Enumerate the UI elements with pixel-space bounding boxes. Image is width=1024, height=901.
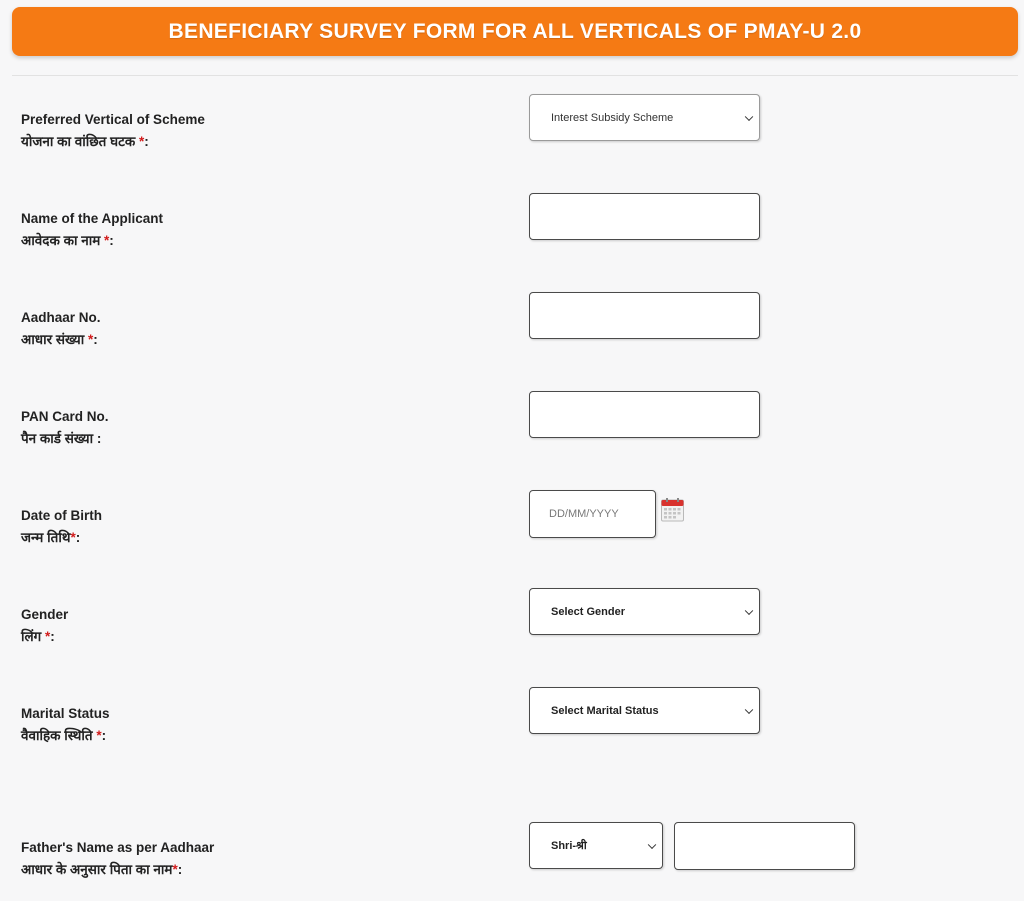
marital-label: Marital Status वैवाहिक स्थिति *:: [21, 706, 110, 743]
applicant-name-input[interactable]: [529, 193, 760, 240]
father-title-value: Shri-श्री: [551, 840, 587, 852]
gender-label: Gender लिंग *:: [21, 607, 69, 644]
father-name-label: Father's Name as per Aadhaar आधार के अनुसार पिता का नाम*:: [21, 840, 215, 877]
dob-input[interactable]: [529, 490, 656, 538]
calendar-icon[interactable]: [661, 498, 684, 522]
father-name-input[interactable]: [674, 822, 855, 870]
applicant-name-label: Name of the Applicant आवेदक का नाम *:: [21, 211, 164, 248]
vertical-label: Preferred Vertical of Scheme योजना का वांछित घटक *:: [21, 112, 205, 149]
dob-label: Date of Birth जन्म तिथि*:: [21, 508, 102, 545]
chevron-down-icon: [745, 606, 753, 614]
aadhaar-label: Aadhaar No. आधार संख्या *:: [21, 310, 101, 347]
divider: [12, 75, 1018, 76]
form-title: BENEFICIARY SURVEY FORM FOR ALL VERTICALS OF PMAY-U 2.0: [168, 19, 862, 43]
chevron-down-icon: [745, 112, 753, 120]
chevron-down-icon: [648, 840, 656, 848]
marital-select-value: Select Marital Status: [551, 704, 659, 717]
gender-select[interactable]: [529, 588, 760, 635]
pan-input[interactable]: [529, 391, 760, 438]
vertical-select-value: Interest Subsidy Scheme: [551, 111, 674, 124]
dob-placeholder: DD/MM/YYYY: [549, 508, 619, 520]
pan-label: PAN Card No. पैन कार्ड संख्या :: [21, 409, 109, 446]
chevron-down-icon: [745, 705, 753, 713]
vertical-select[interactable]: [529, 94, 760, 141]
aadhaar-input[interactable]: [529, 292, 760, 339]
marital-select[interactable]: [529, 687, 760, 734]
father-title-select[interactable]: [529, 822, 663, 869]
form-header: [12, 7, 1018, 56]
gender-select-value: Select Gender: [551, 605, 625, 618]
